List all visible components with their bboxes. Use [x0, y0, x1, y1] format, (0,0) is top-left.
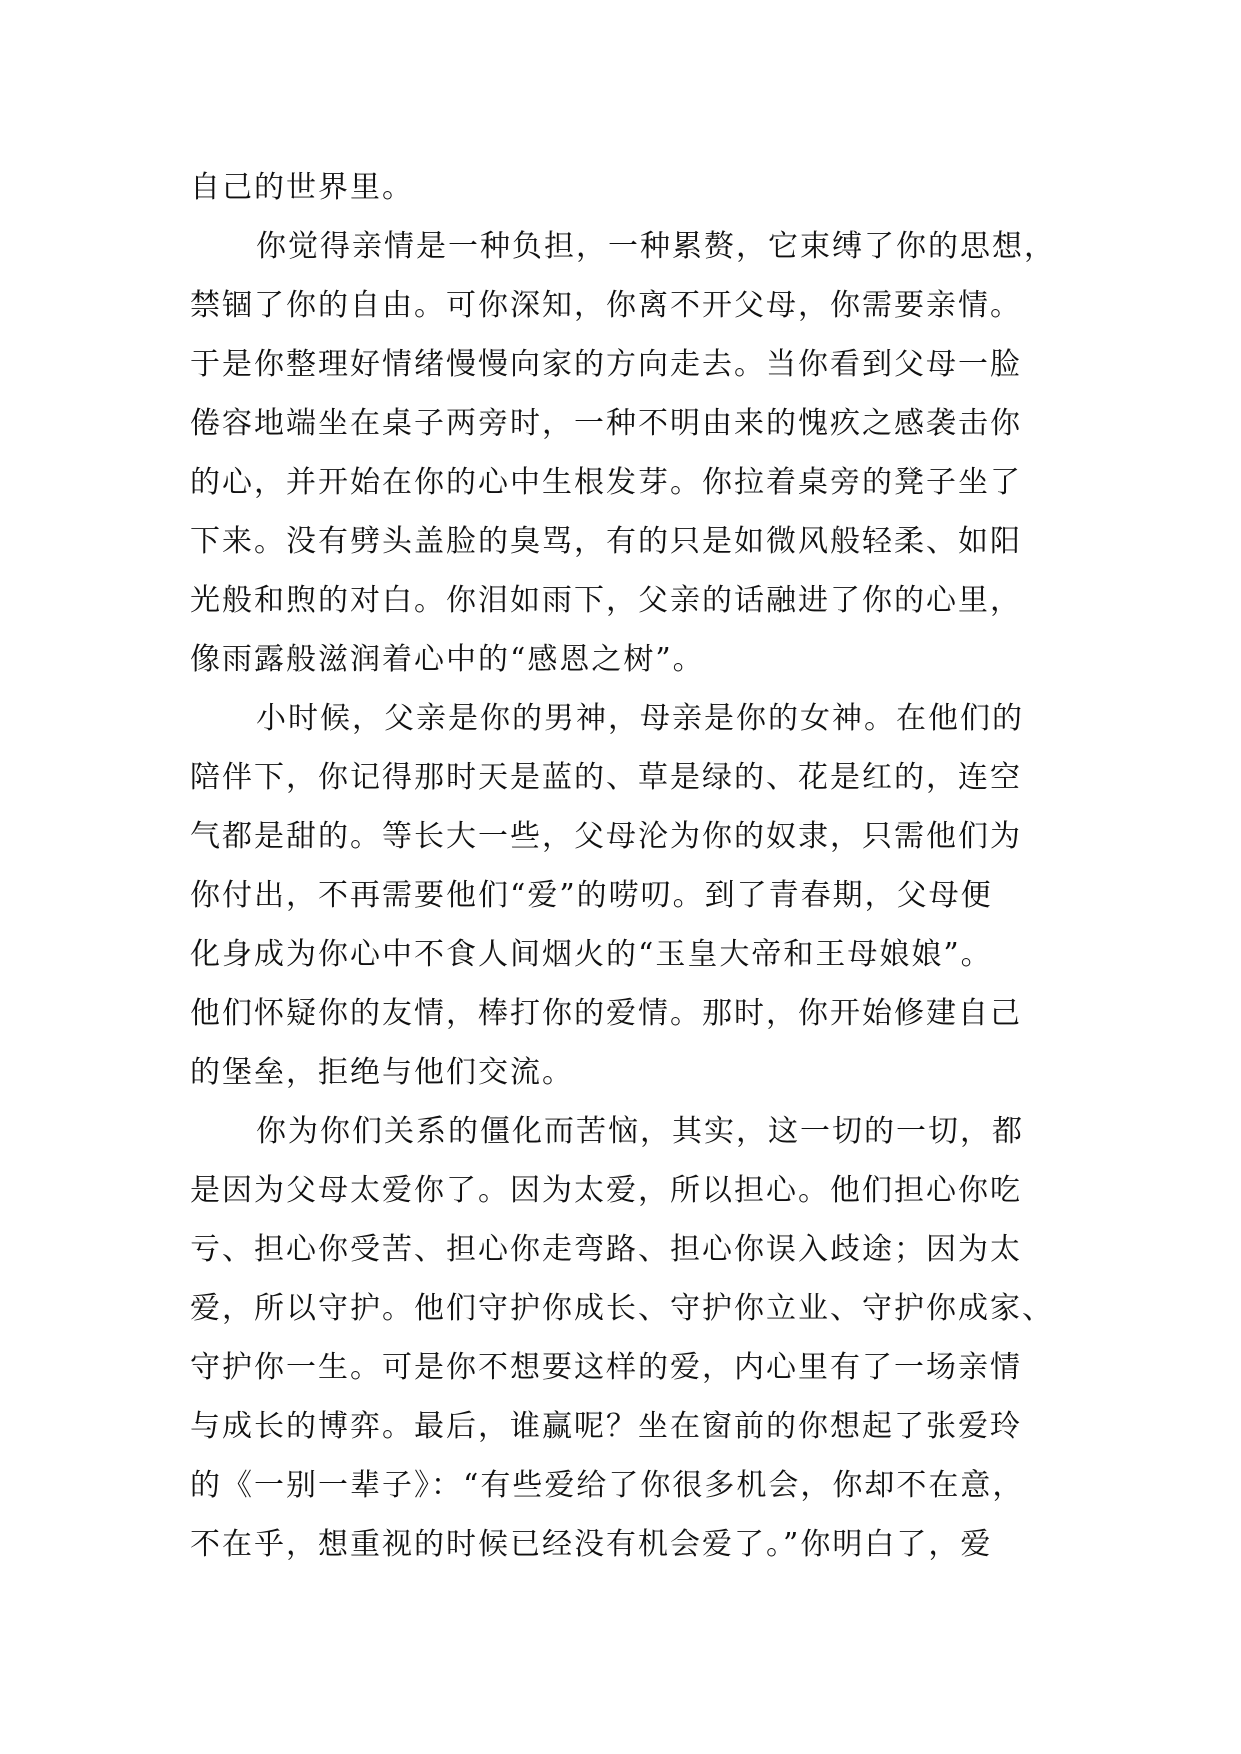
text-line: 你付出，不再需要他们“爱”的唠叨。到了青春期，父母便	[190, 878, 993, 913]
text-line: 禁锢了你的自由。可你深知，你离不开父母，你需要亲情。	[190, 288, 1022, 323]
text-line: 倦容地端坐在桌子两旁时，一种不明由来的愧疚之感袭击你	[190, 406, 1022, 441]
essay-body	[190, 158, 1056, 1574]
text-line: 与成长的博弈。最后，谁赢呢？坐在窗前的你想起了张爱玲	[190, 1409, 1022, 1444]
text-line: 下来。没有劈头盖脸的臭骂，有的只是如微风般轻柔、如阳	[190, 524, 1022, 559]
text-line: 于是你整理好情绪慢慢向家的方向走去。当你看到父母一脸	[190, 347, 1022, 382]
text-line: 的堡垒，拒绝与他们交流。	[190, 1055, 574, 1090]
text-line: 他们怀疑你的友情，棒打你的爱情。那时，你开始修建自己	[190, 996, 1022, 1031]
text-line: 的心，并开始在你的心中生根发芽。你拉着桌旁的凳子坐了	[190, 465, 1022, 500]
paragraph-first-line: 你为你们关系的僵化而苦恼，其实，这一切的一切，都	[256, 1114, 1024, 1149]
text-line: 自己的世界里。	[190, 170, 414, 205]
text-line: 不在乎，想重视的时候已经没有机会爱了。”你明白了，爱	[190, 1527, 993, 1562]
text-line: 化身成为你心中不食人间烟火的“玉皇大帝和王母娘娘”。	[190, 937, 993, 972]
text-line: 的《一别一辈子》：“有些爱给了你很多机会，你却不在意，	[190, 1468, 1025, 1503]
text-line: 守护你一生。可是你不想要这样的爱，内心里有了一场亲情	[190, 1350, 1022, 1385]
text-line: 是因为父母太爱你了。因为太爱，所以担心。他们担心你吃	[190, 1173, 1022, 1208]
text-line: 爱，所以守护。他们守护你成长、守护你立业、守护你成家、	[190, 1291, 1054, 1326]
text-line: 亏、担心你受苦、担心你走弯路、担心你误入歧途；因为太	[190, 1232, 1022, 1267]
paragraph-first-line: 小时候，父亲是你的男神，母亲是你的女神。在他们的	[256, 701, 1024, 736]
text-line: 像雨露般滋润着心中的“感恩之树”。	[190, 642, 705, 677]
text-line: 光般和煦的对白。你泪如雨下，父亲的话融进了你的心里，	[190, 583, 1022, 618]
paragraph-first-line: 你觉得亲情是一种负担，一种累赘，它束缚了你的思想，	[256, 229, 1056, 264]
text-line: 陪伴下，你记得那时天是蓝的、草是绿的、花是红的，连空	[190, 760, 1022, 795]
text-line: 气都是甜的。等长大一些，父母沦为你的奴隶，只需他们为	[190, 819, 1022, 854]
